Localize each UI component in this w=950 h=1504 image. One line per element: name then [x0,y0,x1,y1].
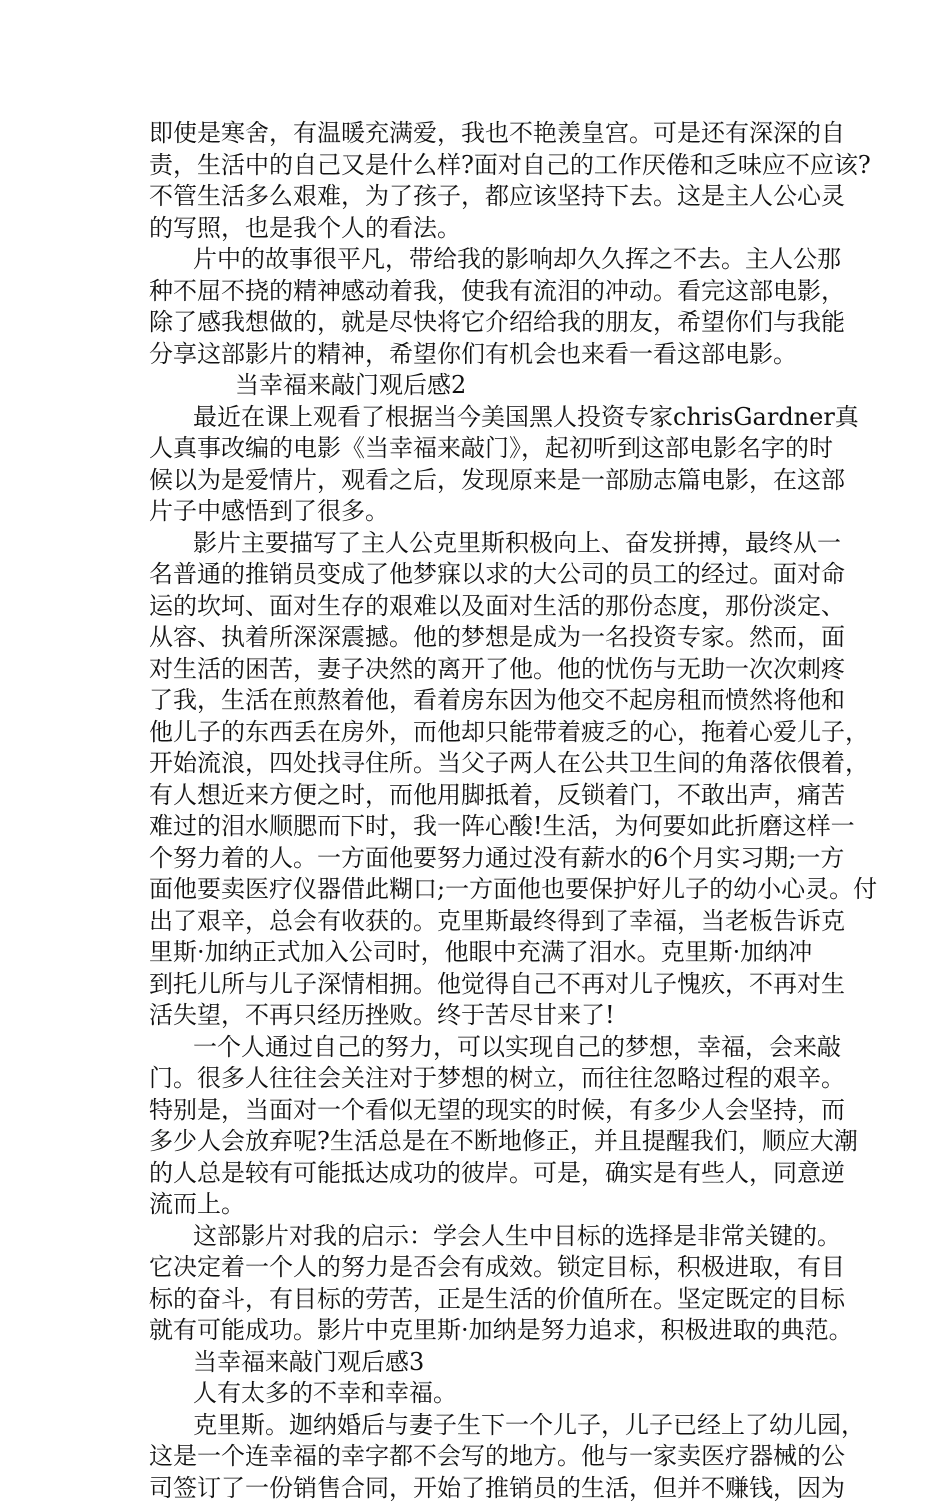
text-line: 标的奋斗，有目标的劳苦，正是生活的价值所在。坚定既定的目标 [149,1284,801,1316]
text-line: 开始流浪，四处找寻住所。当父子两人在公共卫生间的角落依偎着， [149,748,801,780]
text-line: 多少人会放弃呢?生活总是在不断地修正，并且提醒我们，顺应大潮 [149,1126,801,1158]
text-line: 它决定着一个人的努力是否会有成效。锁定目标，积极进取，有目 [149,1252,801,1284]
paragraph-start-line: 这部影片对我的启示：学会人生中目标的选择是非常关键的。 [149,1221,801,1253]
text-line: 分享这部影片的精神，希望你们有机会也来看一看这部电影。 [149,339,801,371]
paragraph-start-line: 人有太多的不幸和幸福。 [149,1378,801,1410]
text-line: 这是一个连幸福的幸字都不会写的地方。他与一家卖医疗器械的公 [149,1441,801,1473]
text-line: 就有可能成功。影片中克里斯·加纳是努力追求，积极进取的典范。 [149,1315,801,1347]
text-line: 司签订了一份销售合同，开始了推销员的生活，但并不赚钱，因为 [149,1473,801,1504]
document-body [149,118,801,1504]
text-line: 名普通的推销员变成了他梦寐以求的大公司的员工的经过。面对命 [149,559,801,591]
text-line: 从容、执着所深深震撼。他的梦想是成为一名投资专家。然而，面 [149,622,801,654]
paragraph-start-line: 片中的故事很平凡，带给我的影响却久久挥之不去。主人公那 [149,244,801,276]
text-line: 对生活的困苦，妻子决然的离开了他。他的忧伤与无助一次次刺疼 [149,654,801,686]
text-line: 运的坎坷、面对生存的艰难以及面对生活的那份态度，那份淡定、 [149,591,801,623]
text-line: 的写照，也是我个人的看法。 [149,213,801,245]
text-line: 了我，生活在煎熬着他，看着房东因为他交不起房租而愤然将他和 [149,685,801,717]
text-line: 片子中感悟到了很多。 [149,496,801,528]
text-line: 不管生活多么艰难，为了孩子，都应该坚持下去。这是主人公心灵 [149,181,801,213]
text-line: 除了感我想做的，就是尽快将它介绍给我的朋友，希望你们与我能 [149,307,801,339]
text-line: 他儿子的东西丢在房外，而他却只能带着疲乏的心，拖着心爱儿子， [149,717,801,749]
paragraph-start-line: 影片主要描写了主人公克里斯积极向上、奋发拼搏，最终从一 [149,528,801,560]
text-line: 个努力着的人。一方面他要努力通过没有薪水的6个月实习期;一方 [149,843,801,875]
text-line: 里斯·加纳正式加入公司时，他眼中充满了泪水。克里斯·加纳冲 [149,937,801,969]
section-heading: 当幸福来敲门观后感2 [149,370,801,402]
text-line: 的人总是较有可能抵达成功的彼岸。可是，确实是有些人，同意逆 [149,1158,801,1190]
text-line: 责，生活中的自己又是什么样?面对自己的工作厌倦和乏味应不应该? [149,150,801,182]
text-line: 即使是寒舍，有温暖充满爱，我也不艳羡皇宫。可是还有深深的自 [149,118,801,150]
text-line: 种不屈不挠的精神感动着我，使我有流泪的冲动。看完这部电影， [149,276,801,308]
text-line: 难过的泪水顺腮而下时，我一阵心酸!生活，为何要如此折磨这样一 [149,811,801,843]
text-line: 面他要卖医疗仪器借此糊口;一方面他也要保护好儿子的幼小心灵。付 [149,874,801,906]
text-line: 特别是，当面对一个看似无望的现实的时候，有多少人会坚持，而 [149,1095,801,1127]
paragraph-start-line: 最近在课上观看了根据当今美国黑人投资专家chrisGardner真 [149,402,801,434]
paragraph-start-line: 克里斯。迦纳婚后与妻子生下一个儿子，儿子已经上了幼儿园， [149,1410,801,1442]
text-line: 有人想近来方便之时，而他用脚抵着，反锁着门，不敢出声，痛苦 [149,780,801,812]
text-line: 候以为是爱情片，观看之后，发现原来是一部励志篇电影，在这部 [149,465,801,497]
paragraph-start-line: 一个人通过自己的努力，可以实现自己的梦想，幸福，会来敲 [149,1032,801,1064]
text-line: 流而上。 [149,1189,801,1221]
text-line: 活失望，不再只经历挫败。终于苦尽甘来了! [149,1000,801,1032]
text-line: 门。很多人往往会关注对于梦想的树立，而往往忽略过程的艰辛。 [149,1063,801,1095]
section-heading: 当幸福来敲门观后感3 [149,1347,801,1379]
text-line: 到托儿所与儿子深情相拥。他觉得自己不再对儿子愧疚，不再对生 [149,969,801,1001]
text-line: 出了艰辛，总会有收获的。克里斯最终得到了幸福，当老板告诉克 [149,906,801,938]
text-line: 人真事改编的电影《当幸福来敲门》，起初听到这部电影名字的时 [149,433,801,465]
